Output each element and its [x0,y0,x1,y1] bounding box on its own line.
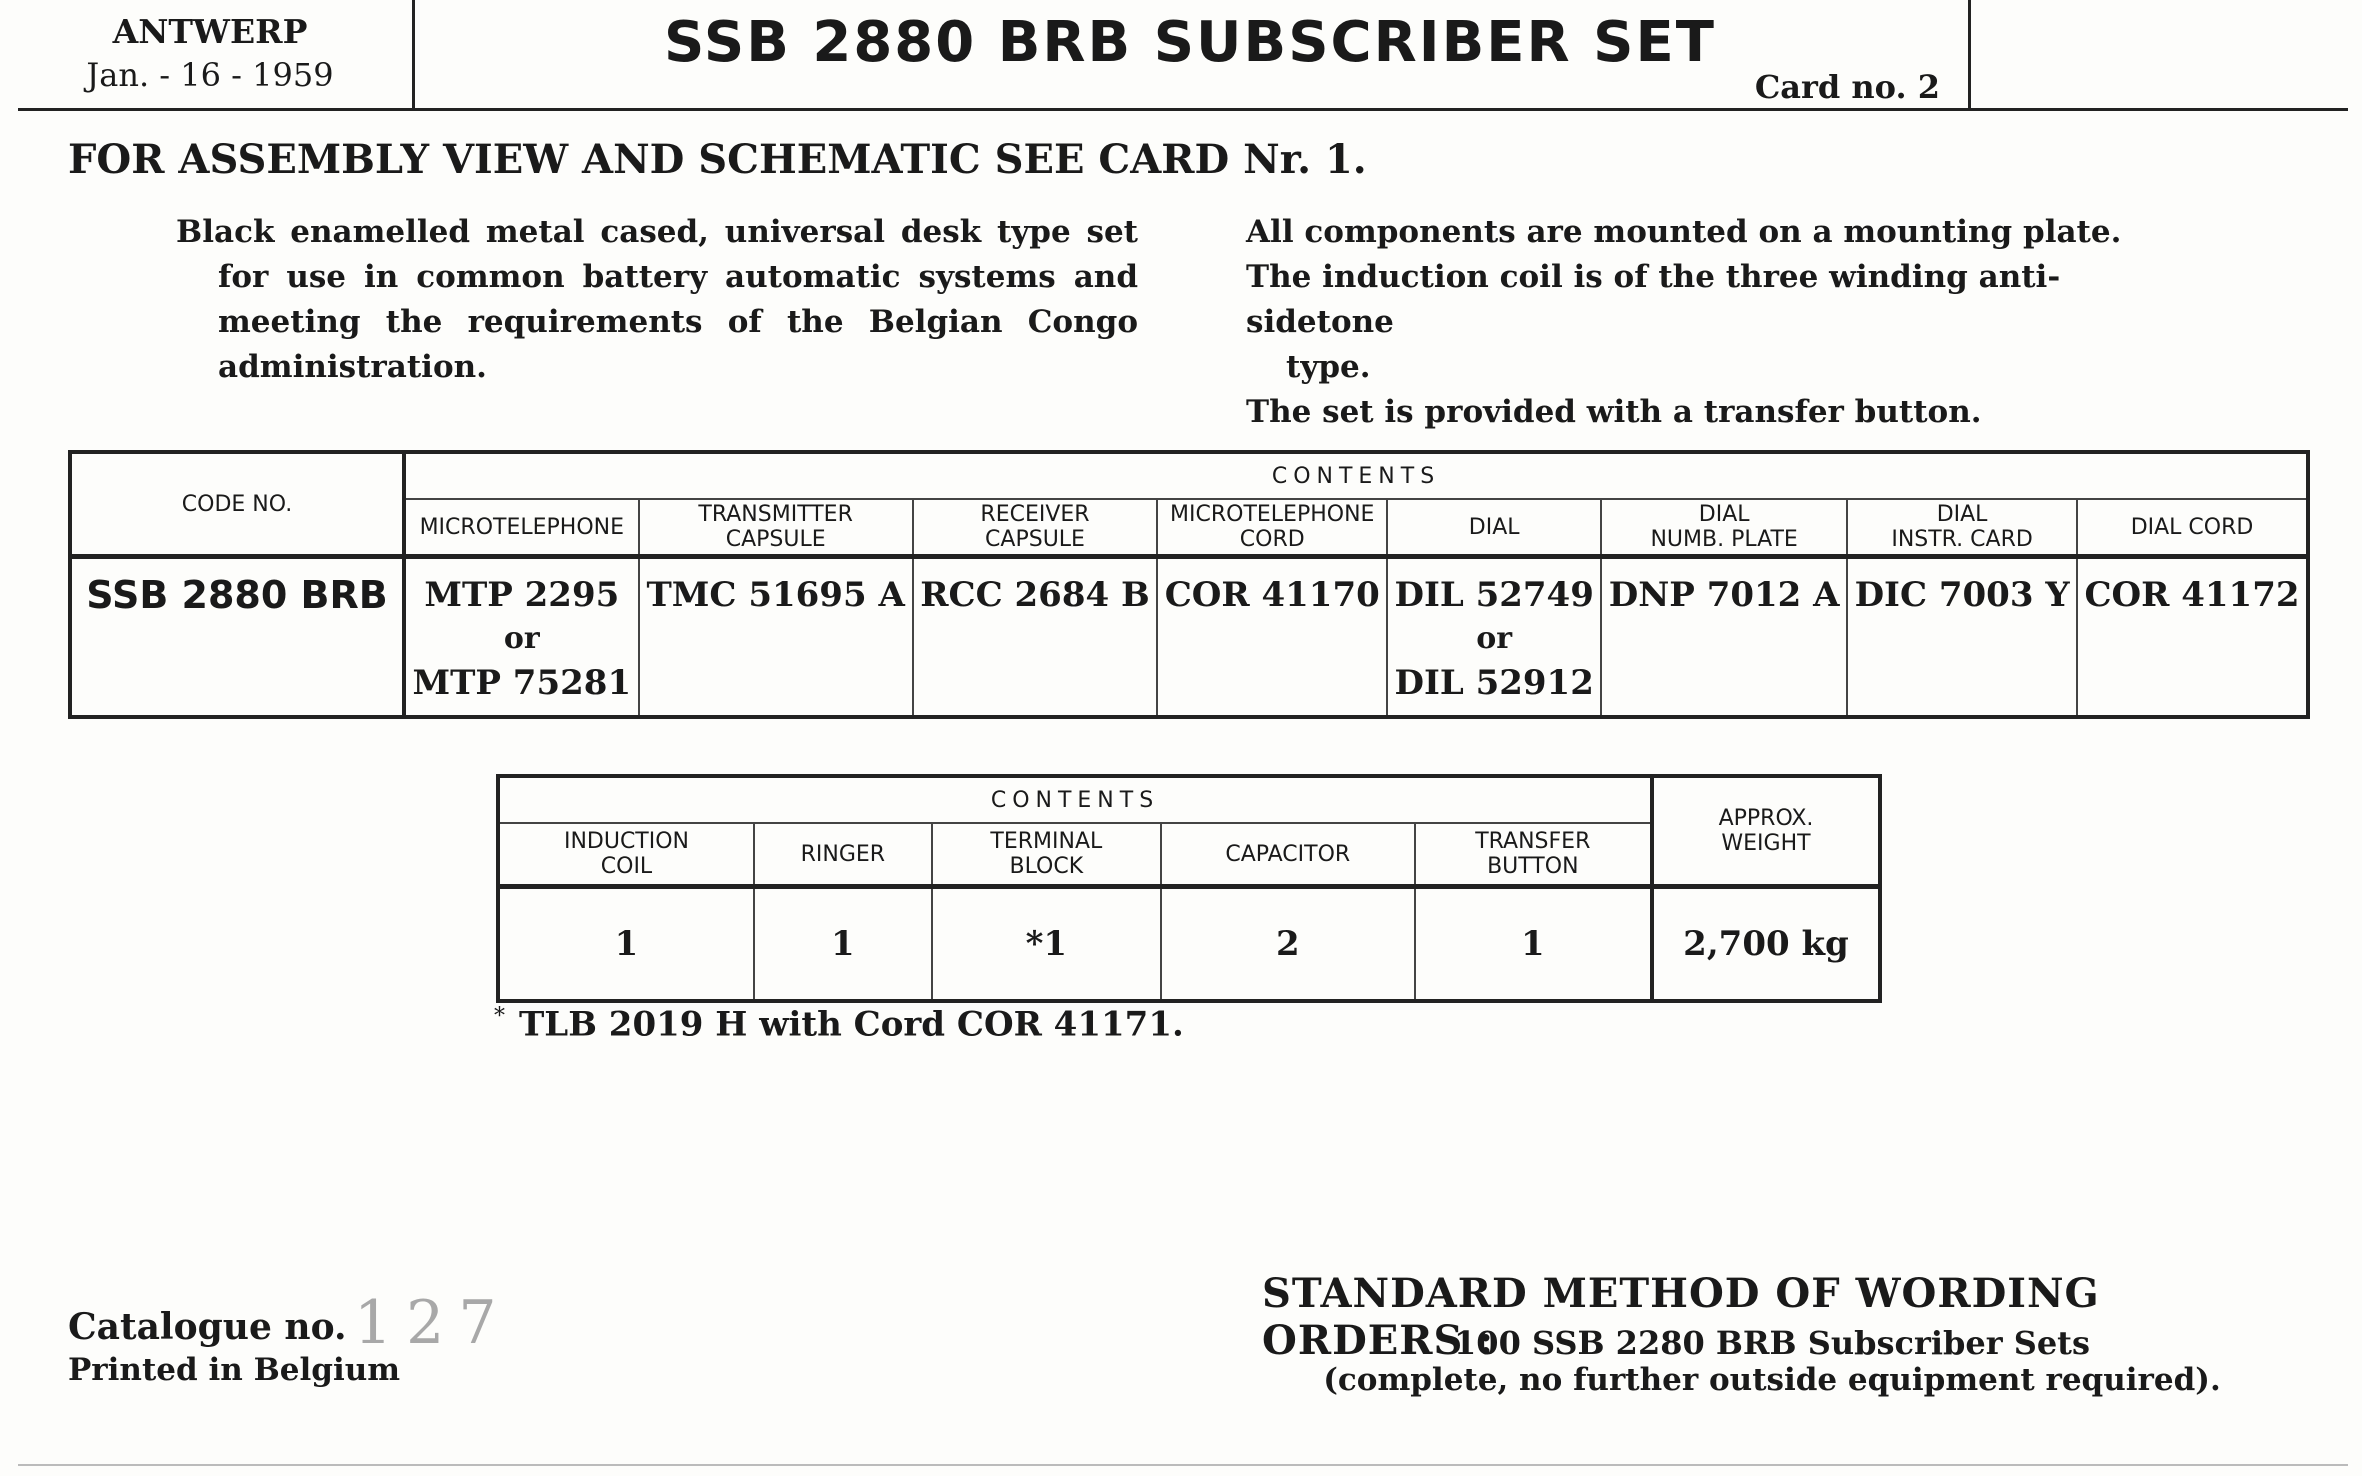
column-header: RINGER [754,823,932,887]
components-table [68,450,2310,719]
header-divider-right [1968,0,1971,108]
contents-header: CONTENTS [498,776,1652,823]
header-divider-left [412,0,415,108]
see-card-heading: FOR ASSEMBLY VIEW AND SCHEMATIC SEE CARD Nr. 1. [68,136,1367,183]
page-title: SSB 2880 BRB SUBSCRIBER SET [664,10,1716,75]
footnote-marker: * [494,1004,505,1029]
description-left [176,210,1138,390]
weight-header: APPROX. WEIGHT [1652,776,1880,887]
code-header: CODE NO. [70,452,404,557]
ringer-cell: 1 [754,887,932,1002]
order-line-2: (complete, no further outside equipment required). [1323,1362,2221,1398]
dial-instr-card-cell: DIC 7003 Y [1847,557,2077,718]
table-row [498,887,1880,1002]
footnote [494,1004,1184,1044]
induction-coil-cell: 1 [498,887,754,1002]
contents-header: CONTENTS [404,452,2308,499]
column-header: DIAL [1387,499,1601,557]
catalogue-label: Catalogue no. [68,1306,347,1348]
header-rule [18,108,2348,111]
table-row [70,557,2308,718]
column-header: TRANSMITTER CAPSULE [639,499,913,557]
column-header: INDUCTION COIL [498,823,754,887]
description-left-line: Black enamelled metal cased, universal desk type set [176,214,1138,250]
description-left-line: meeting the requirements of the Belgian Congo [218,304,1138,340]
column-header: TERMINAL BLOCK [932,823,1161,887]
column-header: MICROTELEPHONE CORD [1157,499,1387,557]
weight-cell: 2,700 kg [1652,887,1880,1002]
order-line-1: 100 SSB 2280 BRB Subscriber Sets [1454,1324,2090,1362]
transfer-button-cell: 1 [1415,887,1652,1002]
description-left-line: for use in common battery automatic systems and [218,259,1138,295]
microtelephone-cell: MTP 2295 or MTP 75281 [404,557,639,718]
description-right-line: The set is provided with a transfer button. [1246,394,1982,430]
capacitor-cell: 2 [1161,887,1415,1002]
catalogue-number: 127 [354,1288,511,1358]
column-header: DIAL CORD [2077,499,2308,557]
printed-in: Printed in Belgium [68,1352,401,1388]
description-right-line: type. [1286,349,1371,385]
bottom-rule [18,1464,2348,1466]
column-header: CAPACITOR [1161,823,1415,887]
dial-cell: DIL 52749 or DIL 52912 [1387,557,1601,718]
column-header: DIAL NUMB. PLATE [1601,499,1847,557]
order-heading: STANDARD METHOD OF WORDING ORDERS : [1262,1270,2100,1364]
footnote-text: TLB 2019 H with Cord COR 41171. [519,1004,1184,1045]
description-right-line: The induction coil is of the three winding anti-sidetone [1246,259,2061,340]
card-number: Card no. 2 [1754,68,1940,106]
column-header: MICROTELEPHONE [404,499,639,557]
dial-cord-cell: COR 41172 [2077,557,2308,718]
column-header: RECEIVER CAPSULE [913,499,1158,557]
dial-numb-plate-cell: DNP 7012 A [1601,557,1847,718]
header-city: ANTWERP [112,12,308,51]
code-cell: SSB 2880 BRB [70,557,404,718]
description-right [1246,210,2206,435]
transmitter-capsule-cell: TMC 51695 A [639,557,913,718]
terminal-block-cell: *1 [932,887,1161,1002]
column-header: DIAL INSTR. CARD [1847,499,2077,557]
contents-weight-table [496,774,1882,1003]
column-header: TRANSFER BUTTON [1415,823,1652,887]
description-left-line: administration. [218,349,487,385]
microtelephone-cord-cell: COR 41170 [1157,557,1387,718]
header-date: Jan. - 16 - 1959 [86,56,334,94]
description-right-line: All components are mounted on a mounting plate. [1246,214,2122,250]
receiver-capsule-cell: RCC 2684 B [913,557,1158,718]
